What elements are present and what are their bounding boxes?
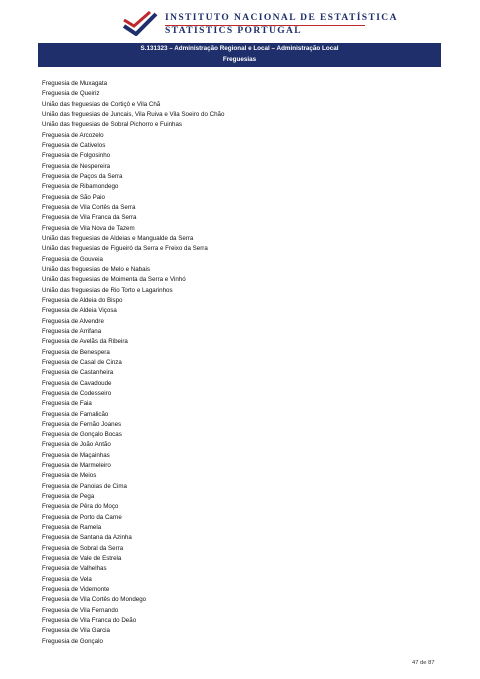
list-item: União das freguesias de Melo e Nabais [42, 265, 151, 273]
institute-name-line1: INSTITUTO NACIONAL DE ESTATÍSTICA [165, 13, 398, 23]
list-item: Freguesia de Pêra do Moço [42, 503, 119, 511]
list-item: Freguesia de Vila Fernando [42, 606, 119, 614]
list-item: Freguesia de Ramela [42, 524, 102, 532]
list-item: Freguesia de Gonçalo Bocas [42, 431, 122, 439]
list-item: Freguesia de Nespereira [42, 162, 111, 170]
list-item: Freguesia de Casal de Cinza [42, 358, 122, 366]
list-item: Freguesia de Arcozelo [42, 131, 104, 139]
list-item: Freguesia de Vila Cortês da Serra [42, 203, 136, 211]
list-item: Freguesia de Alvendre [42, 317, 104, 325]
list-item: Freguesia de Porto da Carne [42, 513, 122, 521]
freguesia-list [42, 79, 224, 647]
list-item: Freguesia de Vila Cortês do Mondego [42, 596, 147, 604]
list-item: Freguesia de Aldeia do Bispo [42, 296, 123, 304]
list-item: Freguesia de Videmonte [42, 586, 110, 594]
list-item: Freguesia de Gonçalo [42, 637, 103, 645]
list-item: Freguesia de Cativelos [42, 141, 106, 149]
list-item: Freguesia de Santana da Azinha [42, 534, 132, 542]
page-number: 47 de 87 [412, 660, 435, 666]
list-item: União das freguesias de Cortiçô e Vila Chã [42, 100, 161, 108]
list-item: Freguesia de Aldeia Viçosa [42, 307, 117, 315]
list-item: Freguesia de Arrifana [42, 327, 102, 335]
list-item: Freguesia de Paços da Serra [42, 172, 123, 180]
list-item: União das freguesias de Figueiró da Serra e Freixo da Serra [42, 245, 208, 253]
list-item: Freguesia de Cavadoude [42, 379, 112, 387]
institute-name-line2: STATISTICS PORTUGAL [165, 26, 303, 36]
section-title-line1: S.131323 – Administração Regional e Local – Administração Local [140, 45, 339, 52]
list-item: Freguesia de Vila Franca da Serra [42, 214, 137, 222]
list-item: Freguesia de São Paio [42, 193, 105, 201]
list-item: União das freguesias de Moimenta da Serra e Vinhó [42, 276, 186, 284]
list-item: Freguesia de Panoias de Cima [42, 482, 127, 490]
logo-divider [165, 25, 365, 26]
list-item: Freguesia de Queiriz [42, 90, 100, 98]
list-item: Freguesia de Sobral da Serra [42, 544, 124, 552]
list-item: Freguesia de João Antão [42, 441, 111, 449]
list-item: Freguesia de Folgosinho [42, 152, 111, 160]
list-item: Freguesia de Faia [42, 400, 92, 408]
list-item: Freguesia de Vela [42, 575, 92, 583]
list-item: Freguesia de Vila Franca do Deão [42, 617, 137, 625]
list-item: Freguesia de Fernão Joanes [42, 420, 122, 428]
list-item: União das freguesias de Juncais, Vila Ruiva e Vila Soeiro do Chão [42, 110, 225, 118]
page-header [0, 0, 480, 44]
list-item: Freguesia de Pega [42, 493, 95, 501]
list-item: Freguesia de Valhelhas [42, 565, 107, 573]
section-title [38, 43, 441, 67]
list-item: Freguesia de Famalicão [42, 410, 109, 418]
list-item: Freguesia de Vila Nova de Tazem [42, 224, 135, 232]
ine-logo-icon [122, 10, 158, 36]
list-item: Freguesia de Castanheira [42, 369, 114, 377]
list-item: Freguesia de Gouveia [42, 255, 103, 263]
list-item: Freguesia de Codesseiro [42, 389, 112, 397]
list-item: Freguesia de Avelãs da Ribeira [42, 338, 128, 346]
list-item: Freguesia de Meios [42, 472, 97, 480]
list-item: Freguesia de Marmeleiro [42, 462, 111, 470]
section-title-line2: Freguesias [222, 55, 257, 63]
list-item: União das freguesias de Rio Torto e Lagarinhos [42, 286, 173, 294]
list-item: União das freguesias de Aldeias e Mangualde da Serra [42, 234, 194, 242]
list-item: Freguesia de Maçainhas [42, 451, 110, 459]
list-item: Freguesia de Vale de Estrela [42, 555, 122, 563]
list-item: Freguesia de Vila Garcia [42, 627, 110, 635]
list-item: Freguesia de Ribamondego [42, 183, 119, 191]
list-item: União das freguesias de Sobral Pichorro e Fuinhas [42, 121, 182, 129]
list-item: Freguesia de Muxagata [42, 80, 108, 87]
list-item: Freguesia de Benespera [42, 348, 110, 356]
